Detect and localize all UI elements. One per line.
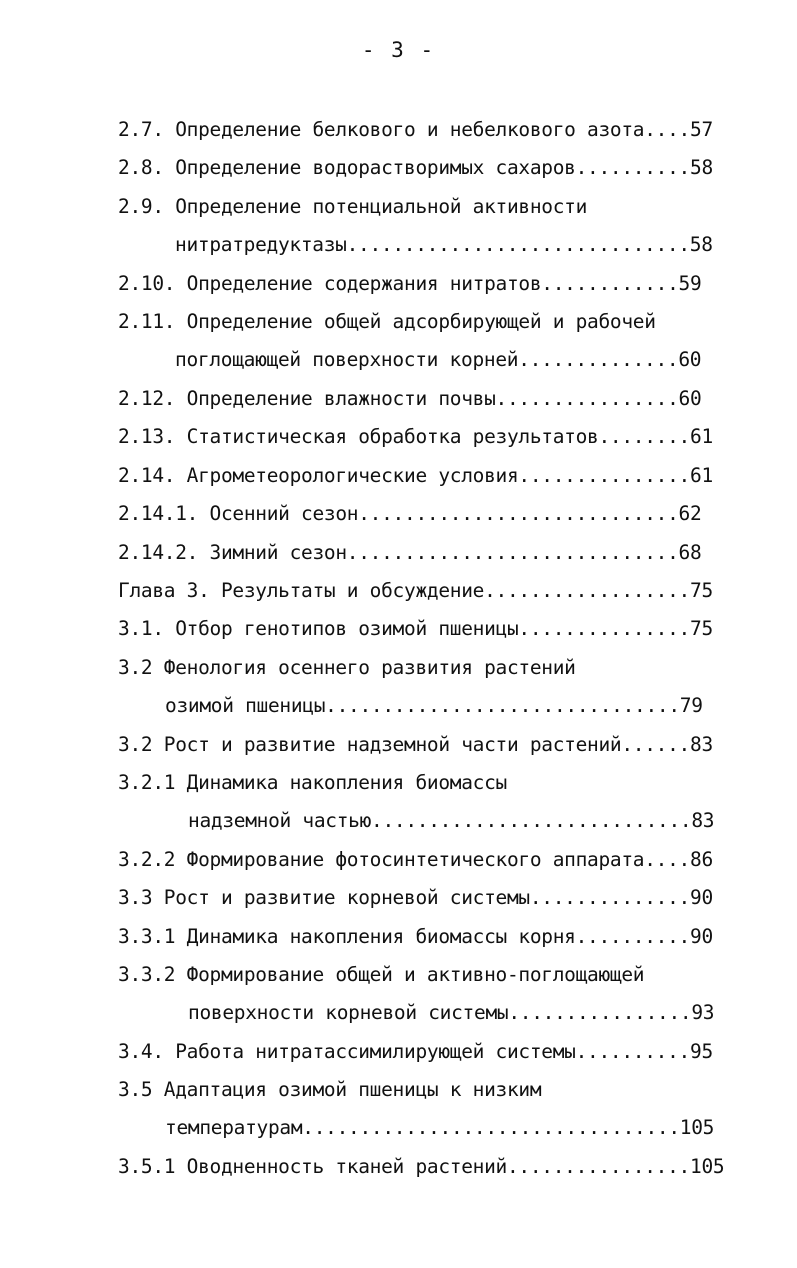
toc-entry-3-1: 3.1. Отбор генотипов озимой пшеницы...............75 <box>118 617 713 640</box>
toc-entry-3-2-1: 3.2.1 Динамика накопления биомассы <box>118 771 507 794</box>
toc-entry-3-5-continuation: температурам.................................105 <box>165 1116 715 1139</box>
toc-entry-3-2-1-continuation: надземной частью............................83 <box>188 809 715 832</box>
toc-entry-3-3: 3.3 Рост и развитие корневой системы..............90 <box>118 886 713 909</box>
toc-entry-2-12: 2.12. Определение влажности почвы................60 <box>118 387 702 410</box>
toc-entry-2-10: 2.10. Определение содержания нитратов............59 <box>118 272 702 295</box>
toc-entry-3-5-1: 3.5.1 Оводненность тканей растений................105 <box>118 1155 725 1178</box>
toc-entry-2-14-1: 2.14.1. Осенний сезон............................62 <box>118 502 702 525</box>
toc-entry-3-2-phenology-continuation: озимой пшеницы...............................79 <box>165 694 703 717</box>
toc-entry-2-11: 2.11. Определение общей адсорбирующей и рабочей <box>118 310 656 333</box>
toc-entry-3-3-2-continuation: поверхности корневой системы................93 <box>188 1001 715 1024</box>
toc-entry-2-8: 2.8. Определение водорастворимых сахаров..........58 <box>118 156 713 179</box>
toc-entry-2-9-continuation: нитратредуктазы..............................58 <box>175 233 713 256</box>
page-number: - 3 - <box>361 38 436 62</box>
toc-entry-2-14: 2.14. Агрометеорологические условия...............61 <box>118 464 713 487</box>
toc-entry-3-3-2: 3.3.2 Формирование общей и активно-поглощающей <box>118 963 645 986</box>
toc-entry-2-13: 2.13. Статистическая обработка результатов........61 <box>118 425 713 448</box>
toc-entry-2-9: 2.9. Определение потенциальной активности <box>118 195 588 218</box>
toc-entry-2-11-continuation: поглощающей поверхности корней..............60 <box>175 348 702 371</box>
toc-entry-3-2-2: 3.2.2 Формирование фотосинтетического аппарата....86 <box>118 848 713 871</box>
toc-entry-chapter-3: Глава 3. Результаты и обсуждение..................75 <box>118 579 713 602</box>
toc-entry-3-5: 3.5 Адаптация озимой пшеницы к низким <box>118 1078 542 1101</box>
toc-entry-3-4: 3.4. Работа нитратассимилирующей системы..........95 <box>118 1040 713 1063</box>
toc-entry-3-2-phenology: 3.2 Фенология осеннего развития растений <box>118 656 576 679</box>
toc-entry-2-14-2: 2.14.2. Зимний сезон.............................68 <box>118 541 702 564</box>
toc-entry-2-7: 2.7. Определение белкового и небелкового азота....57 <box>118 118 713 141</box>
toc-entry-3-2-growth: 3.2 Рост и развитие надземной части растений......83 <box>118 733 713 756</box>
toc-entry-3-3-1: 3.3.1 Динамика накопления биомассы корня..........90 <box>118 925 713 948</box>
